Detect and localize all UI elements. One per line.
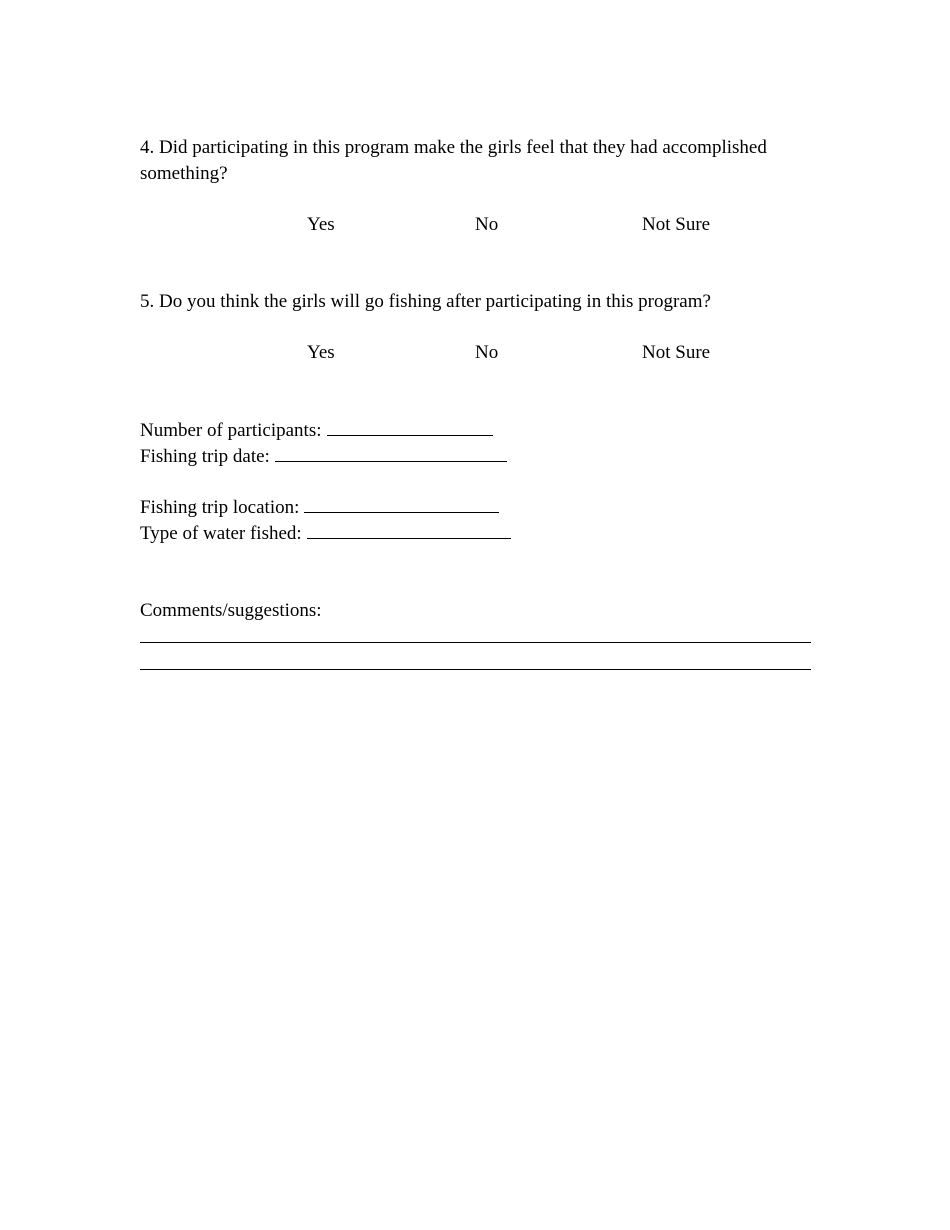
trip-location-field [140, 495, 499, 521]
question-5-option-yes[interactable]: Yes [307, 342, 335, 363]
water-type-blank[interactable] [307, 522, 511, 539]
trip-date-label: Fishing trip date: [140, 446, 270, 467]
comments-line-1[interactable] [140, 642, 811, 643]
comments-label: Comments/suggestions: [140, 600, 322, 621]
water-type-label: Type of water fished: [140, 523, 302, 544]
water-type-field [140, 521, 511, 547]
trip-location-label: Fishing trip location: [140, 497, 300, 518]
question-5-option-no[interactable]: No [475, 342, 499, 363]
comments-line-2[interactable] [140, 669, 811, 670]
question-4-text: 4. Did participating in this program make the girls feel that they had accomplished something? [140, 137, 767, 184]
participants-field [140, 418, 493, 444]
trip-date-blank[interactable] [275, 445, 507, 462]
question-5-option-not-sure[interactable]: Not Sure [642, 342, 711, 363]
question-4-option-not-sure[interactable]: Not Sure [642, 214, 711, 235]
question-4-option-yes[interactable]: Yes [307, 214, 335, 235]
trip-location-blank[interactable] [304, 496, 499, 513]
question-5-text: 5. Do you think the girls will go fishing after participating in this program? [140, 291, 711, 312]
participants-blank[interactable] [327, 419, 493, 436]
question-4-option-no[interactable]: No [475, 214, 499, 235]
trip-date-field [140, 444, 507, 470]
participants-label: Number of participants: [140, 420, 322, 441]
